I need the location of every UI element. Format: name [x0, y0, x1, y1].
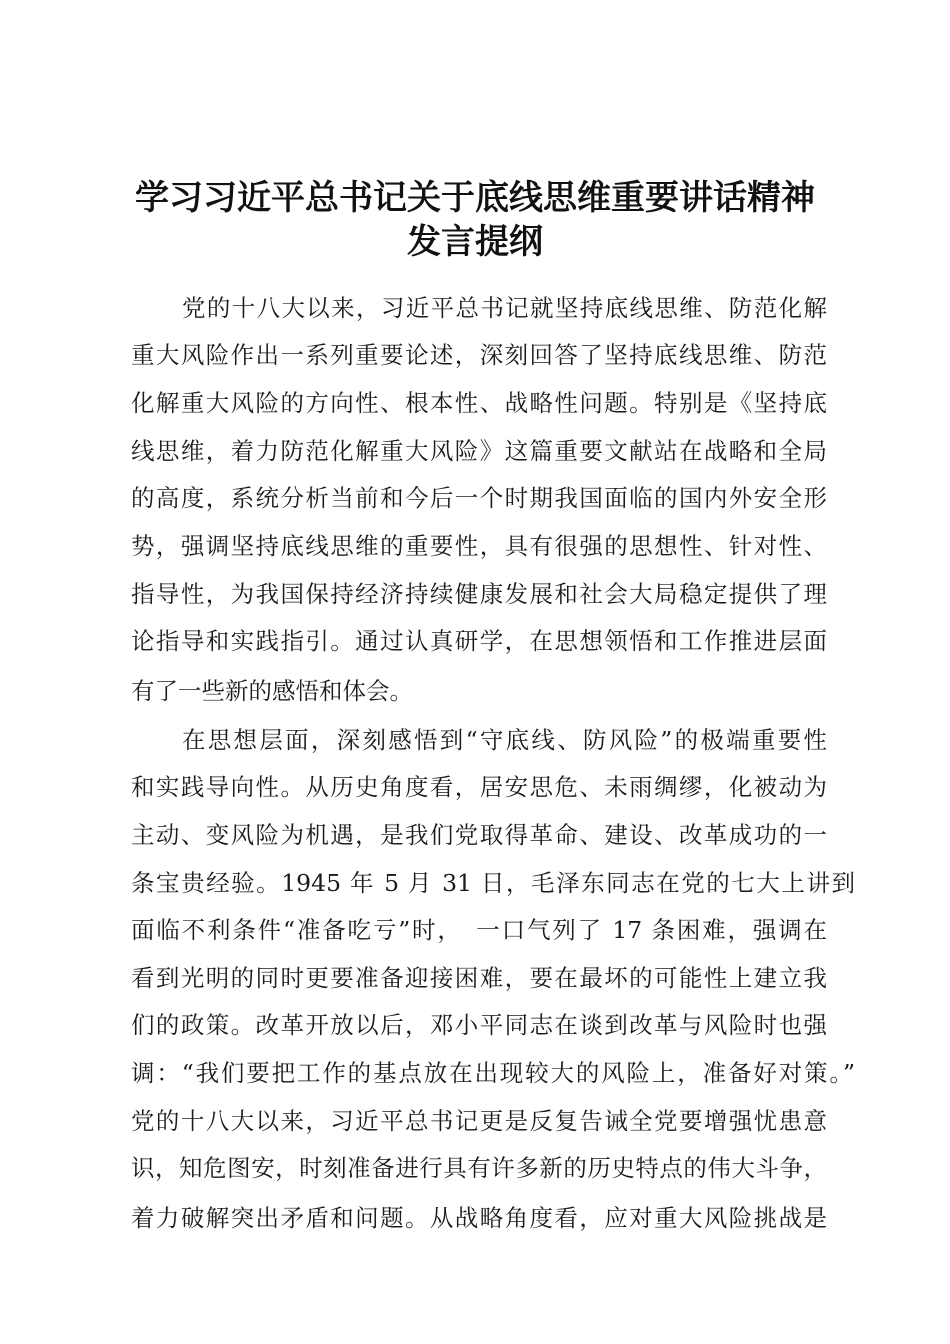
paragraph-2-line: 主动、变风险为机遇，是我们党取得革命、建设、改革成功的一: [131, 821, 827, 849]
paragraph-1-line: 有了一些新的感悟和体会。: [131, 677, 413, 705]
document-title-line-1: 学习习近平总书记关于底线思维重要讲话精神: [135, 178, 815, 218]
paragraph-2-line: 面临不利条件“准备吃亏”时， 一口气列了 17 条困难，强调在: [131, 916, 827, 944]
paragraph-1-line: 论指导和实践指引。通过认真研学，在思想领悟和工作推进层面: [131, 627, 827, 655]
paragraph-2-line: 看到光明的同时更要准备迎接困难，要在最坏的可能性上建立我: [131, 964, 827, 992]
paragraph-2-line: 条宝贵经验。1945 年 5 月 31 日，毛泽东同志在党的七大上讲到: [131, 869, 855, 897]
paragraph-1-line: 党的十八大以来，习近平总书记就坚持底线思维、防范化解: [182, 294, 827, 322]
paragraph-2-line: 调：“我们要把工作的基点放在出现较大的风险上，准备好对策。”: [131, 1059, 855, 1087]
paragraph-2-line: 们的政策。改革开放以后，邓小平同志在谈到改革与风险时也强: [131, 1011, 827, 1039]
document-title-line-2: 发言提纲: [407, 222, 543, 262]
paragraph-2-line: 着力破解突出矛盾和问题。从战略角度看，应对重大风险挑战是: [131, 1204, 827, 1232]
paragraph-1-line: 线思维，着力防范化解重大风险》这篇重要文献站在战略和全局: [131, 437, 827, 465]
paragraph-1-line: 的高度，系统分析当前和今后一个时期我国面临的国内外安全形: [131, 484, 827, 512]
paragraph-2-line: 在思想层面，深刻感悟到“守底线、防风险”的极端重要性: [182, 726, 827, 754]
paragraph-1-line: 化解重大风险的方向性、根本性、战略性问题。特别是《坚持底: [131, 389, 827, 417]
paragraph-2-line: 和实践导向性。从历史角度看，居安思危、未雨绸缪，化被动为: [131, 773, 827, 801]
paragraph-1-line: 势，强调坚持底线思维的重要性，具有很强的思想性、针对性、: [131, 532, 827, 560]
paragraph-2-line: 党的十八大以来，习近平总书记更是反复告诫全党要增强忧患意: [131, 1107, 827, 1135]
paragraph-1-line: 指导性，为我国保持经济持续健康发展和社会大局稳定提供了理: [131, 580, 827, 608]
paragraph-1-line: 重大风险作出一系列重要论述，深刻回答了坚持底线思维、防范: [131, 341, 827, 369]
paragraph-2-line: 识，知危图安，时刻准备进行具有许多新的历史特点的伟大斗争，: [131, 1154, 827, 1182]
